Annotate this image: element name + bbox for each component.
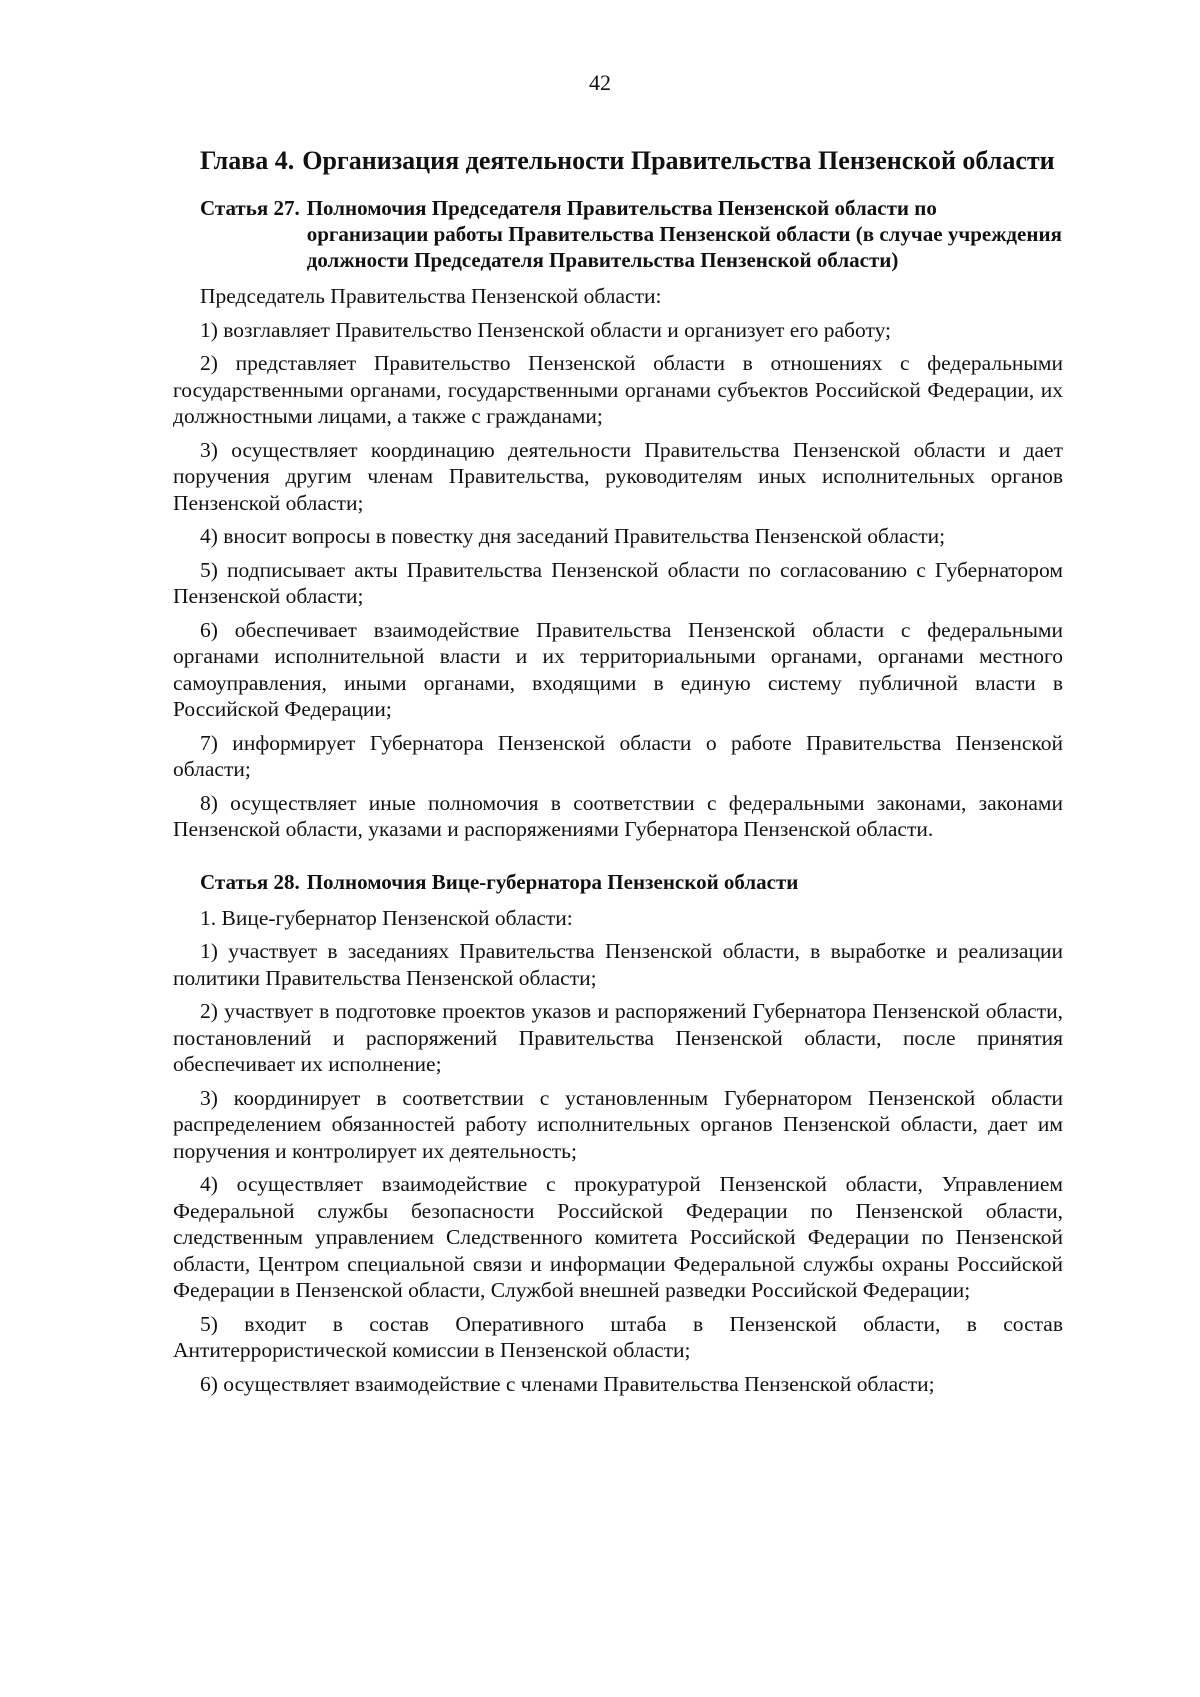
chapter-title: Организация деятельности Правительства Пензенской области <box>302 146 1055 175</box>
article-27-number: Статья 27. <box>200 196 300 220</box>
article-28-paragraph: 2) участвует в подготовке проектов указов и распоряжений Губернатора Пензенской области, постановлений и распоряжений Правительства Пензенской области, после принятия обеспечивает их исполнение; <box>173 999 1063 1076</box>
article-27-paragraph: 6) обеспечивает взаимодействие Правительства Пензенской области с федеральными органами исполнительной власти и их территориальными органами, органами местного самоуправления, иными органами, входящими в единую систему публичной власти в Российской Федерации; <box>173 617 1063 721</box>
article-28-paragraph: 1. Вице-губернатор Пензенской области: <box>200 905 573 930</box>
chapter-number: Глава 4. <box>200 146 295 175</box>
article-27-paragraph: 7) информирует Губернатора Пензенской области о работе Правительства Пензенской области; <box>173 730 1063 781</box>
article-28-paragraph: 1) участвует в заседаниях Правительства Пензенской области, в выработке и реализации политики Правительства Пензенской области; <box>173 939 1063 990</box>
article-27-paragraph: 5) подписывает акты Правительства Пензенской области по согласованию с Губернатором Пензенской области; <box>173 557 1063 608</box>
article-27-paragraph: Председатель Правительства Пензенской области: <box>200 284 662 308</box>
article-28-paragraph: 6) осуществляет взаимодействие с членами Правительства Пензенской области; <box>200 1371 935 1396</box>
article-28-number: Статья 28. <box>200 869 300 894</box>
document-content <box>173 144 1063 1404</box>
page-number: 42 <box>589 70 611 95</box>
article-27-paragraph: 2) представляет Правительство Пензенской области в отношениях с федеральными государственными органами, государственными органами субъектов Российской Федерации, их должностными лицами, а также с гражданами; <box>173 351 1063 428</box>
article-27-paragraph: 8) осуществляет иные полномочия в соответствии с федеральными законами, законами Пензенской области, указами и распоряжениями Губернатора Пензенской области. <box>173 790 1063 841</box>
article-27-heading <box>173 195 1063 273</box>
article-28-heading <box>173 869 1063 895</box>
article-27-paragraph: 4) вносит вопросы в повестку дня заседаний Правительства Пензенской области; <box>200 524 946 548</box>
article-28-paragraph: 4) осуществляет взаимодействие с прокуратурой Пензенской области, Управлением Федеральной службы безопасности Российской Федерации по Пензенской области, следственным управлением Следственного комитета Российской Федерации по Пензенской области, Центром специальной связи и информации Федеральной службы охраны Российской Федерации в Пензенской области, Службой внешней разведки Российской Федерации; <box>173 1172 1063 1302</box>
article-27-paragraph: 1) возглавляет Правительство Пензенской области и организует его работу; <box>200 317 892 342</box>
article-28-paragraph: 5) входит в состав Оперативного штаба в Пензенской области, в состав Антитеррористической комиссии в Пензенской области; <box>173 1311 1063 1362</box>
article-27-title: Полномочия Председателя Правительства Пензенской области по организации работы Правительства Пензенской области (в случае учреждения должности Председателя Правительства Пензенской области) <box>306 196 1062 272</box>
article-27-paragraph: 3) осуществляет координацию деятельности Правительства Пензенской области и дает поручения другим членам Правительства, руководителям иных исполнительных органов Пензенской области; <box>173 437 1063 515</box>
chapter-heading <box>173 144 1063 177</box>
article-28-paragraph: 3) координирует в соответствии с установленным Губернатором Пензенской области распределением обязанностей работу исполнительных органов Пензенской области, дает им поручения и контролирует их деятельность; <box>173 1085 1063 1163</box>
article-28-title: Полномочия Вице-губернатора Пензенской области <box>306 869 799 894</box>
